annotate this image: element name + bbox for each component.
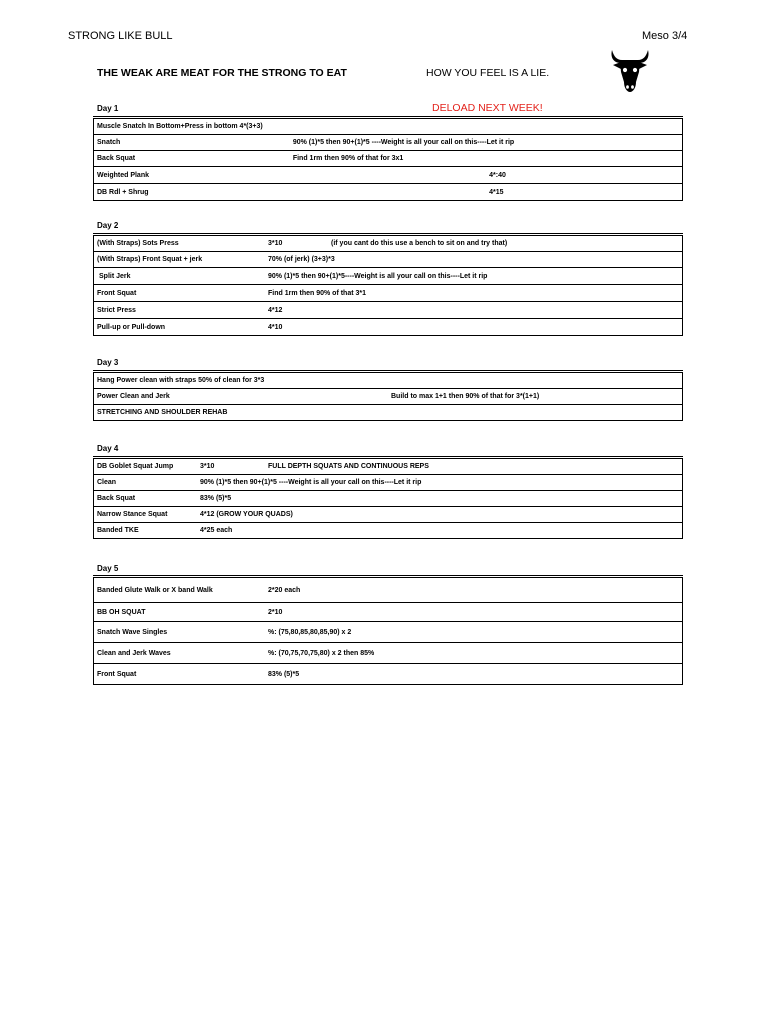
exercise-prescription: 2*10: [265, 603, 683, 622]
exercise-name: Front Squat: [94, 285, 266, 302]
exercise-note: FULL DEPTH SQUATS AND CONTINUOUS REPS: [265, 458, 683, 475]
table-row: [94, 389, 683, 405]
exercise-prescription: 4*10: [265, 319, 683, 336]
exercise-name: (With Straps) Sots Press: [94, 235, 266, 252]
exercise-name: Strict Press: [94, 302, 266, 319]
table-row: [94, 285, 683, 302]
exercise-prescription: 90% (1)*5 then 90+(1)*5 ----Weight is all your call on this----Let it rip: [290, 135, 683, 151]
day-4-table: [93, 456, 683, 539]
exercise-name: Front Squat: [94, 664, 266, 685]
exercise-name: Snatch Wave Singles: [94, 622, 266, 643]
table-row: [94, 405, 683, 421]
exercise-name: Narrow Stance Squat: [94, 507, 198, 523]
table-row: [94, 491, 683, 507]
exercise-full: Hang Power clean with straps 50% of clean for 3*3: [94, 372, 683, 389]
day-1-table: [93, 116, 683, 201]
table-row: [94, 118, 683, 135]
table-row: [94, 372, 683, 389]
table-row: [94, 603, 683, 622]
table-row: [94, 507, 683, 523]
page-subtitle: HOW YOU FEEL IS A LIE.: [426, 67, 550, 79]
table-row: [94, 458, 683, 475]
exercise-prescription: %: (70,75,70,75,80) x 2 then 85%: [265, 643, 683, 664]
exercise-prescription: %: (75,80,85,80,85,90) x 2: [265, 622, 683, 643]
exercise-name: Banded TKE: [94, 523, 198, 539]
exercise-name: Power Clean and Jerk: [94, 389, 389, 405]
exercise-prescription: 90% (1)*5 then 90+(1)*5 ----Weight is all your call on this----Let it rip: [197, 475, 683, 491]
table-row: [94, 475, 683, 491]
exercise-prescription: 3*10: [197, 458, 265, 475]
exercise-name: Back Squat: [94, 151, 290, 167]
day-label: Day 1: [97, 104, 119, 113]
table-row: [94, 235, 683, 252]
program-name: STRONG LIKE BULL: [68, 30, 173, 42]
meso-label: Meso 3/4: [642, 30, 688, 42]
exercise-name: (With Straps) Front Squat + jerk: [94, 252, 266, 268]
exercise-prescription: 70% (of jerk) (3+3)*3: [265, 252, 683, 268]
table-row: [94, 523, 683, 539]
page-title: THE WEAK ARE MEAT FOR THE STRONG TO EAT: [97, 67, 347, 79]
table-row: [94, 268, 683, 285]
day-label: Day 2: [97, 221, 119, 230]
table-row: [94, 151, 683, 167]
exercise-name: Weighted Plank: [94, 167, 290, 184]
exercise-name: Clean and Jerk Waves: [94, 643, 266, 664]
exercise-name: BB OH SQUAT: [94, 603, 266, 622]
exercise-prescription: 4*15: [486, 184, 682, 201]
day-2-table: [93, 233, 683, 336]
exercise-prescription: 4*12: [265, 302, 683, 319]
exercise-name: DB Goblet Squat Jump: [94, 458, 198, 475]
exercise-prescription: 4*12 (GROW YOUR QUADS): [197, 507, 683, 523]
exercise-name: Clean: [94, 475, 198, 491]
exercise-name: DB Rdl + Shrug: [94, 184, 290, 201]
table-row: [94, 643, 683, 664]
exercise-name: Back Squat: [94, 491, 198, 507]
bull-head-icon: [609, 48, 651, 94]
table-row: [94, 184, 683, 201]
exercise-prescription: 3*10: [265, 235, 328, 252]
exercise-full: Muscle Snatch In Bottom+Press in bottom 4*(3+3): [94, 118, 683, 135]
day-5-table: [93, 575, 683, 685]
table-row: [94, 577, 683, 603]
exercise-name: Split Jerk: [94, 268, 266, 285]
exercise-note: (if you cant do this use a bench to sit on and try that): [328, 235, 683, 252]
exercise-name: Banded Glute Walk or X band Walk: [94, 577, 266, 603]
table-row: [94, 319, 683, 336]
exercise-prescription: Build to max 1+1 then 90% of that for 3*(1+1): [388, 389, 683, 405]
exercise-prescription: 90% (1)*5 then 90+(1)*5----Weight is all your call on this----Let it rip: [265, 268, 683, 285]
day-3-table: [93, 370, 683, 421]
exercise-prescription: Find 1rm then 90% of that for 3x1: [290, 151, 683, 167]
day-label: Day 4: [97, 444, 119, 453]
table-row: [94, 135, 683, 151]
exercise-prescription: 4*:40: [486, 167, 682, 184]
exercise-prescription: 4*25 each: [197, 523, 683, 539]
exercise-name: Pull-up or Pull-down: [94, 319, 266, 336]
exercise-full: STRETCHING AND SHOULDER REHAB: [94, 405, 683, 421]
exercise-prescription: 83% (5)*5: [265, 664, 683, 685]
day-label: Day 5: [97, 564, 119, 573]
exercise-prescription: 2*20 each: [265, 577, 683, 603]
table-row: [94, 252, 683, 268]
exercise-prescription: Find 1rm then 90% of that 3*1: [265, 285, 683, 302]
exercise-name: Snatch: [94, 135, 290, 151]
table-row: [94, 622, 683, 643]
day-label: Day 3: [97, 358, 119, 367]
table-row: [94, 167, 683, 184]
deload-notice: DELOAD NEXT WEEK!: [432, 102, 543, 114]
table-row: [94, 302, 683, 319]
exercise-prescription: 83% (5)*5: [197, 491, 683, 507]
table-row: [94, 664, 683, 685]
